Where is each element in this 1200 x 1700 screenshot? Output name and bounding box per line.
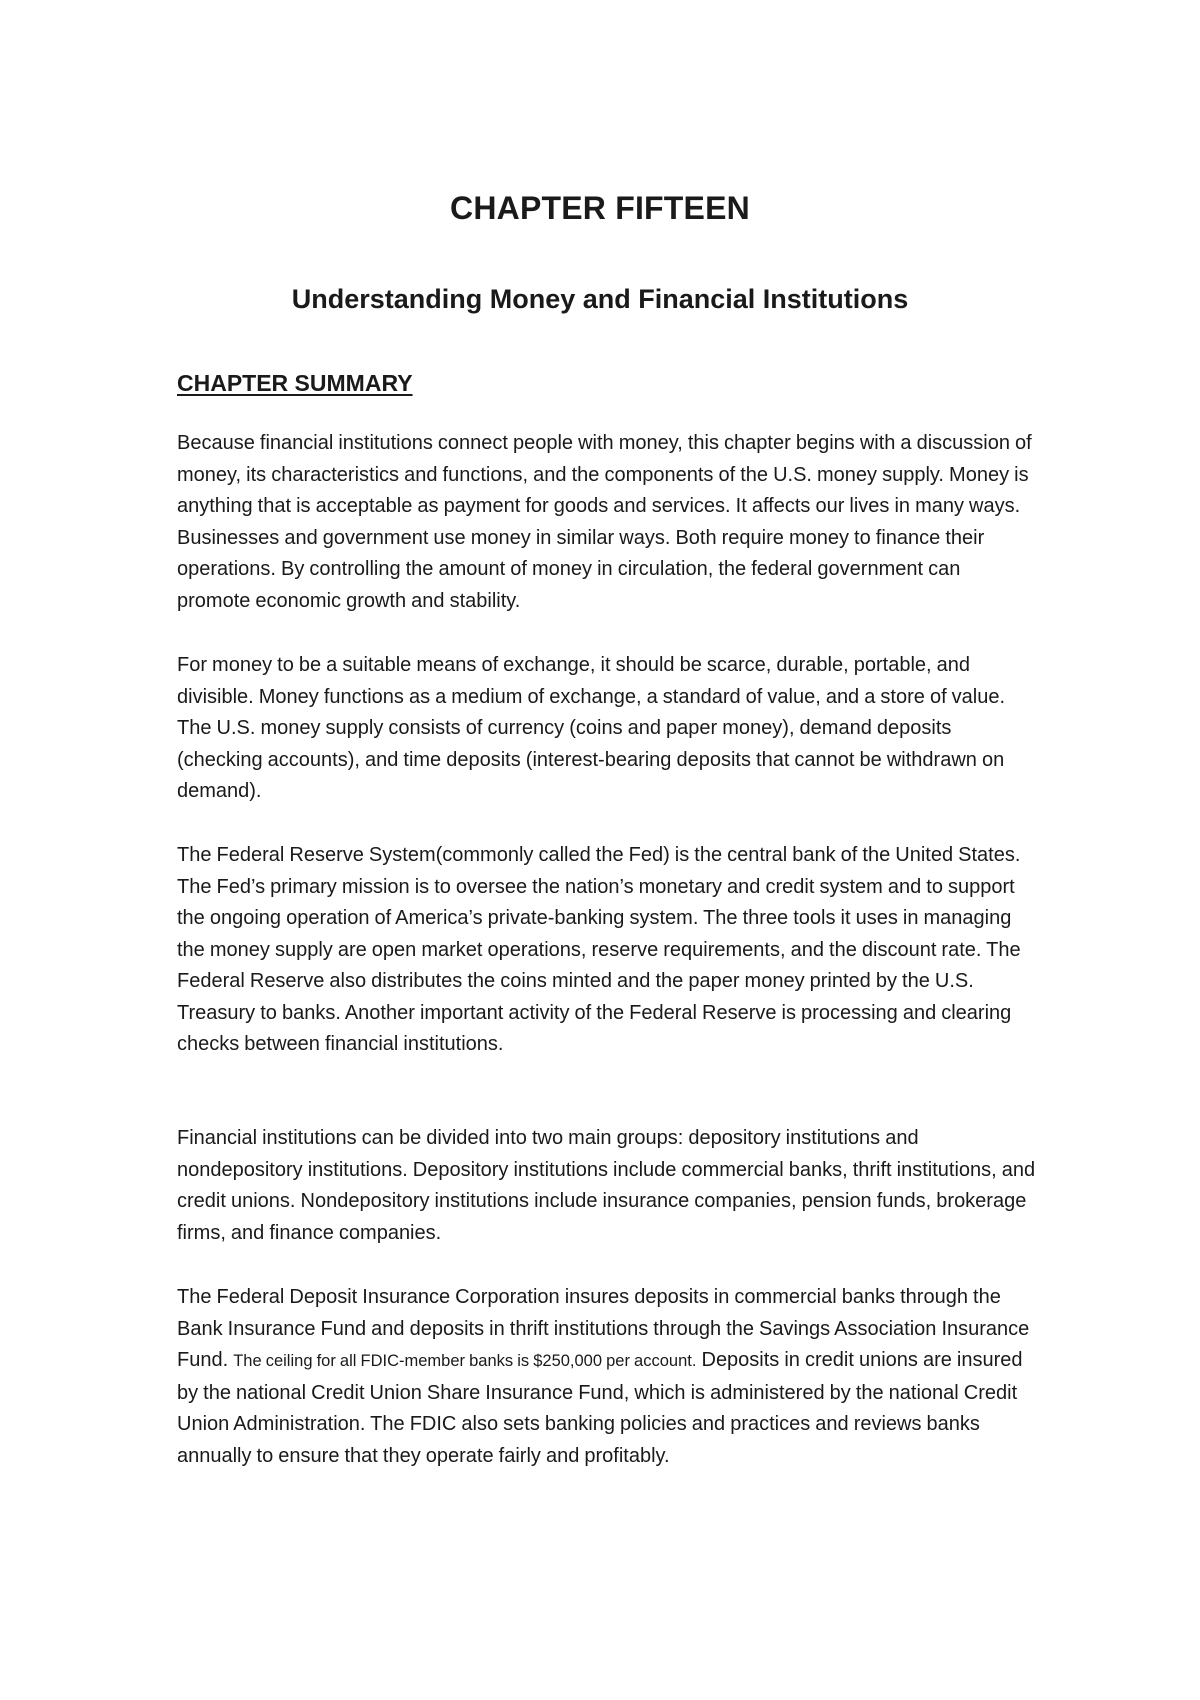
section-heading: CHAPTER SUMMARY [177, 370, 413, 396]
summary-paragraph-4: Financial institutions can be divided into two main groups: depository institutions and nondepository institutions. Depository institutions include commercial banks, thrift institutions, and credit unions. Nondepository institutions include insurance companies, pension funds, brokerage firms, and finance companies. [177, 1127, 1036, 1244]
chapter-title-heading: Understanding Money and Financial Institutions [291, 284, 909, 314]
summary-paragraph-3: The Federal Reserve System(commonly called the Fed) is the central bank of the United States. The Fed’s primary mission is to oversee the nation’s monetary and credit system and to support the ongoing operation of America’s private-banking system. The three tools it uses in managing the money supply are open market operations, reserve requirements, and the discount rate. The Federal Reserve also distributes the coins minted and the paper money printed by the U.S. Treasury to banks. Another important activity of the Federal Reserve is processing and clearing checks between financial institutions. [177, 844, 1021, 1055]
paragraph-5-text-part-3: Deposits in credit unions are insured by the national Credit Union Share Insurance Fund, which is administered by the national Credit Union Administration. The FDIC also sets banking policies and practices and reviews banks annually to ensure that they operate fairly and profitably. [177, 1349, 1023, 1467]
summary-paragraph-2: For money to be a suitable means of exchange, it should be scarce, durable, portable, and divisible. Money functions as a medium of exchange, a standard of value, and a store of value. The U.S. money supply consists of currency (coins and paper money), demand deposits (checking accounts), and time deposits (interest-bearing deposits that cannot be withdrawn on demand). [177, 654, 1006, 802]
paragraph-5-text-part-1: The Federal Deposit Insurance Corporation insures deposits in commercial banks through the Bank Insurance Fund and deposits in thrift institutions through the Savings Association Insurance Fund. [177, 1286, 1030, 1371]
paragraph-5-fdic-ceiling-note: The ceiling for all FDIC-member banks is $250,000 per account. [233, 1352, 697, 1370]
summary-paragraph-5 [177, 1282, 1037, 1472]
summary-paragraph-1: Because financial institutions connect people with money, this chapter begins with a discussion of money, its characteristics and functions, and the components of the U.S. money supply. Money is anything that is acceptable as payment for goods and services. It affects our lives in many ways. Businesses and government use money in similar ways. Both require money to finance their operations. By controlling the amount of money in circulation, the federal government can promote economic growth and stability. [177, 432, 1032, 612]
chapter-number-heading: CHAPTER FIFTEEN [450, 190, 750, 226]
